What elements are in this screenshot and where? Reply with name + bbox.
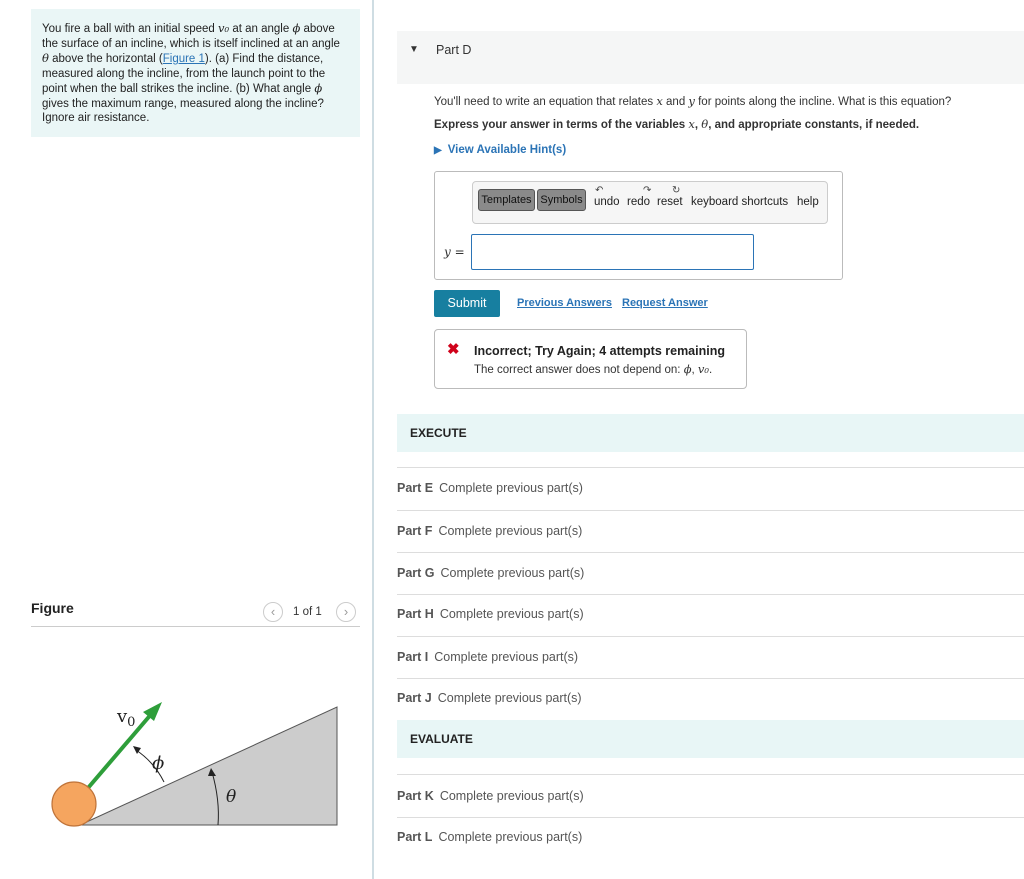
- divider: [397, 594, 1024, 595]
- figure-title: Figure: [31, 600, 74, 616]
- v0-symbol: v₀: [218, 21, 230, 35]
- reset-icon: ↻: [672, 185, 681, 196]
- templates-button[interactable]: Templates: [478, 189, 535, 211]
- figure-pager-label: 1 of 1: [293, 606, 322, 618]
- undo-button[interactable]: ↶ undo: [594, 185, 620, 208]
- divider: [397, 636, 1024, 637]
- incorrect-icon: ✖: [447, 341, 460, 358]
- part-row-j[interactable]: Part J Complete previous part(s): [397, 691, 582, 705]
- part-row-i[interactable]: Part I Complete previous part(s): [397, 650, 579, 664]
- part-row-f[interactable]: Part F Complete previous part(s): [397, 524, 583, 538]
- figure-header-divider: [31, 626, 360, 627]
- reset-button[interactable]: ↻ reset: [657, 185, 683, 208]
- question-text: You'll need to write an equation that relates x and y for points along the incline. What is this equation?: [434, 94, 952, 108]
- execute-section-header: EXECUTE: [397, 414, 1024, 452]
- phi-label: ϕ: [152, 753, 165, 774]
- feedback-title: Incorrect; Try Again; 4 attempts remaining: [474, 344, 725, 358]
- divider: [397, 552, 1024, 553]
- evaluate-section-header: EVALUATE: [397, 720, 1024, 758]
- help-button[interactable]: help: [797, 196, 819, 208]
- answer-input[interactable]: [471, 234, 754, 270]
- collapse-caret-icon[interactable]: ▼: [409, 44, 419, 55]
- part-d-title: Part D: [436, 43, 472, 57]
- divider: [397, 678, 1024, 679]
- part-row-k[interactable]: Part K Complete previous part(s): [397, 789, 584, 803]
- part-row-e[interactable]: Part E Complete previous part(s): [397, 481, 583, 495]
- problem-statement: You fire a ball with an initial speed v₀ at an angle ϕ above the surface of an incline, which is itself inclined at an angle θ above the horizontal (Figure 1). (a) Find the distance, measured along the incline, from the launch point to the point when the ball strikes the incline. (b) What angle ϕ gives the maximum range, measured along the incline? Ignore air resistance.: [31, 9, 360, 137]
- divider: [397, 467, 1024, 468]
- divider: [397, 817, 1024, 818]
- v0-label: $v_0$: [117, 706, 136, 730]
- figure-next-button[interactable]: ›: [336, 602, 356, 622]
- figure-prev-button[interactable]: ‹: [263, 602, 283, 622]
- feedback-box: [434, 329, 747, 389]
- part-row-g[interactable]: Part G Complete previous part(s): [397, 566, 585, 580]
- answer-label: y =: [444, 245, 465, 259]
- undo-icon: ↶: [595, 185, 604, 196]
- ball: [52, 782, 96, 826]
- divider: [397, 774, 1024, 775]
- redo-icon: ↷: [643, 185, 652, 196]
- view-hints-link[interactable]: ▶ View Available Hint(s): [434, 144, 567, 156]
- theta-symbol: θ: [42, 51, 49, 65]
- column-divider: [372, 0, 374, 879]
- redo-button[interactable]: ↷ redo: [627, 185, 652, 208]
- submit-button[interactable]: Submit: [434, 290, 500, 317]
- incline-figure: [40, 690, 350, 840]
- theta-label: θ: [226, 787, 237, 807]
- part-row-l[interactable]: Part L Complete previous part(s): [397, 830, 583, 844]
- part-row-h[interactable]: Part H Complete previous part(s): [397, 607, 584, 621]
- answer-instructions: Express your answer in terms of the variables x, θ, and appropriate constants, if needed.: [434, 117, 920, 131]
- feedback-detail: The correct answer does not depend on: ϕ, v₀.: [474, 362, 713, 376]
- keyboard-shortcuts-button[interactable]: keyboard shortcuts: [691, 196, 789, 208]
- request-answer-link[interactable]: Request Answer: [622, 297, 708, 309]
- hint-caret-icon: ▶: [434, 145, 442, 156]
- phi-symbol: ϕ: [292, 21, 301, 35]
- previous-answers-link[interactable]: Previous Answers: [517, 297, 612, 309]
- part-d-header[interactable]: [397, 31, 1024, 84]
- symbols-button[interactable]: Symbols: [537, 189, 586, 211]
- divider: [397, 510, 1024, 511]
- figure-link[interactable]: Figure 1: [162, 53, 205, 65]
